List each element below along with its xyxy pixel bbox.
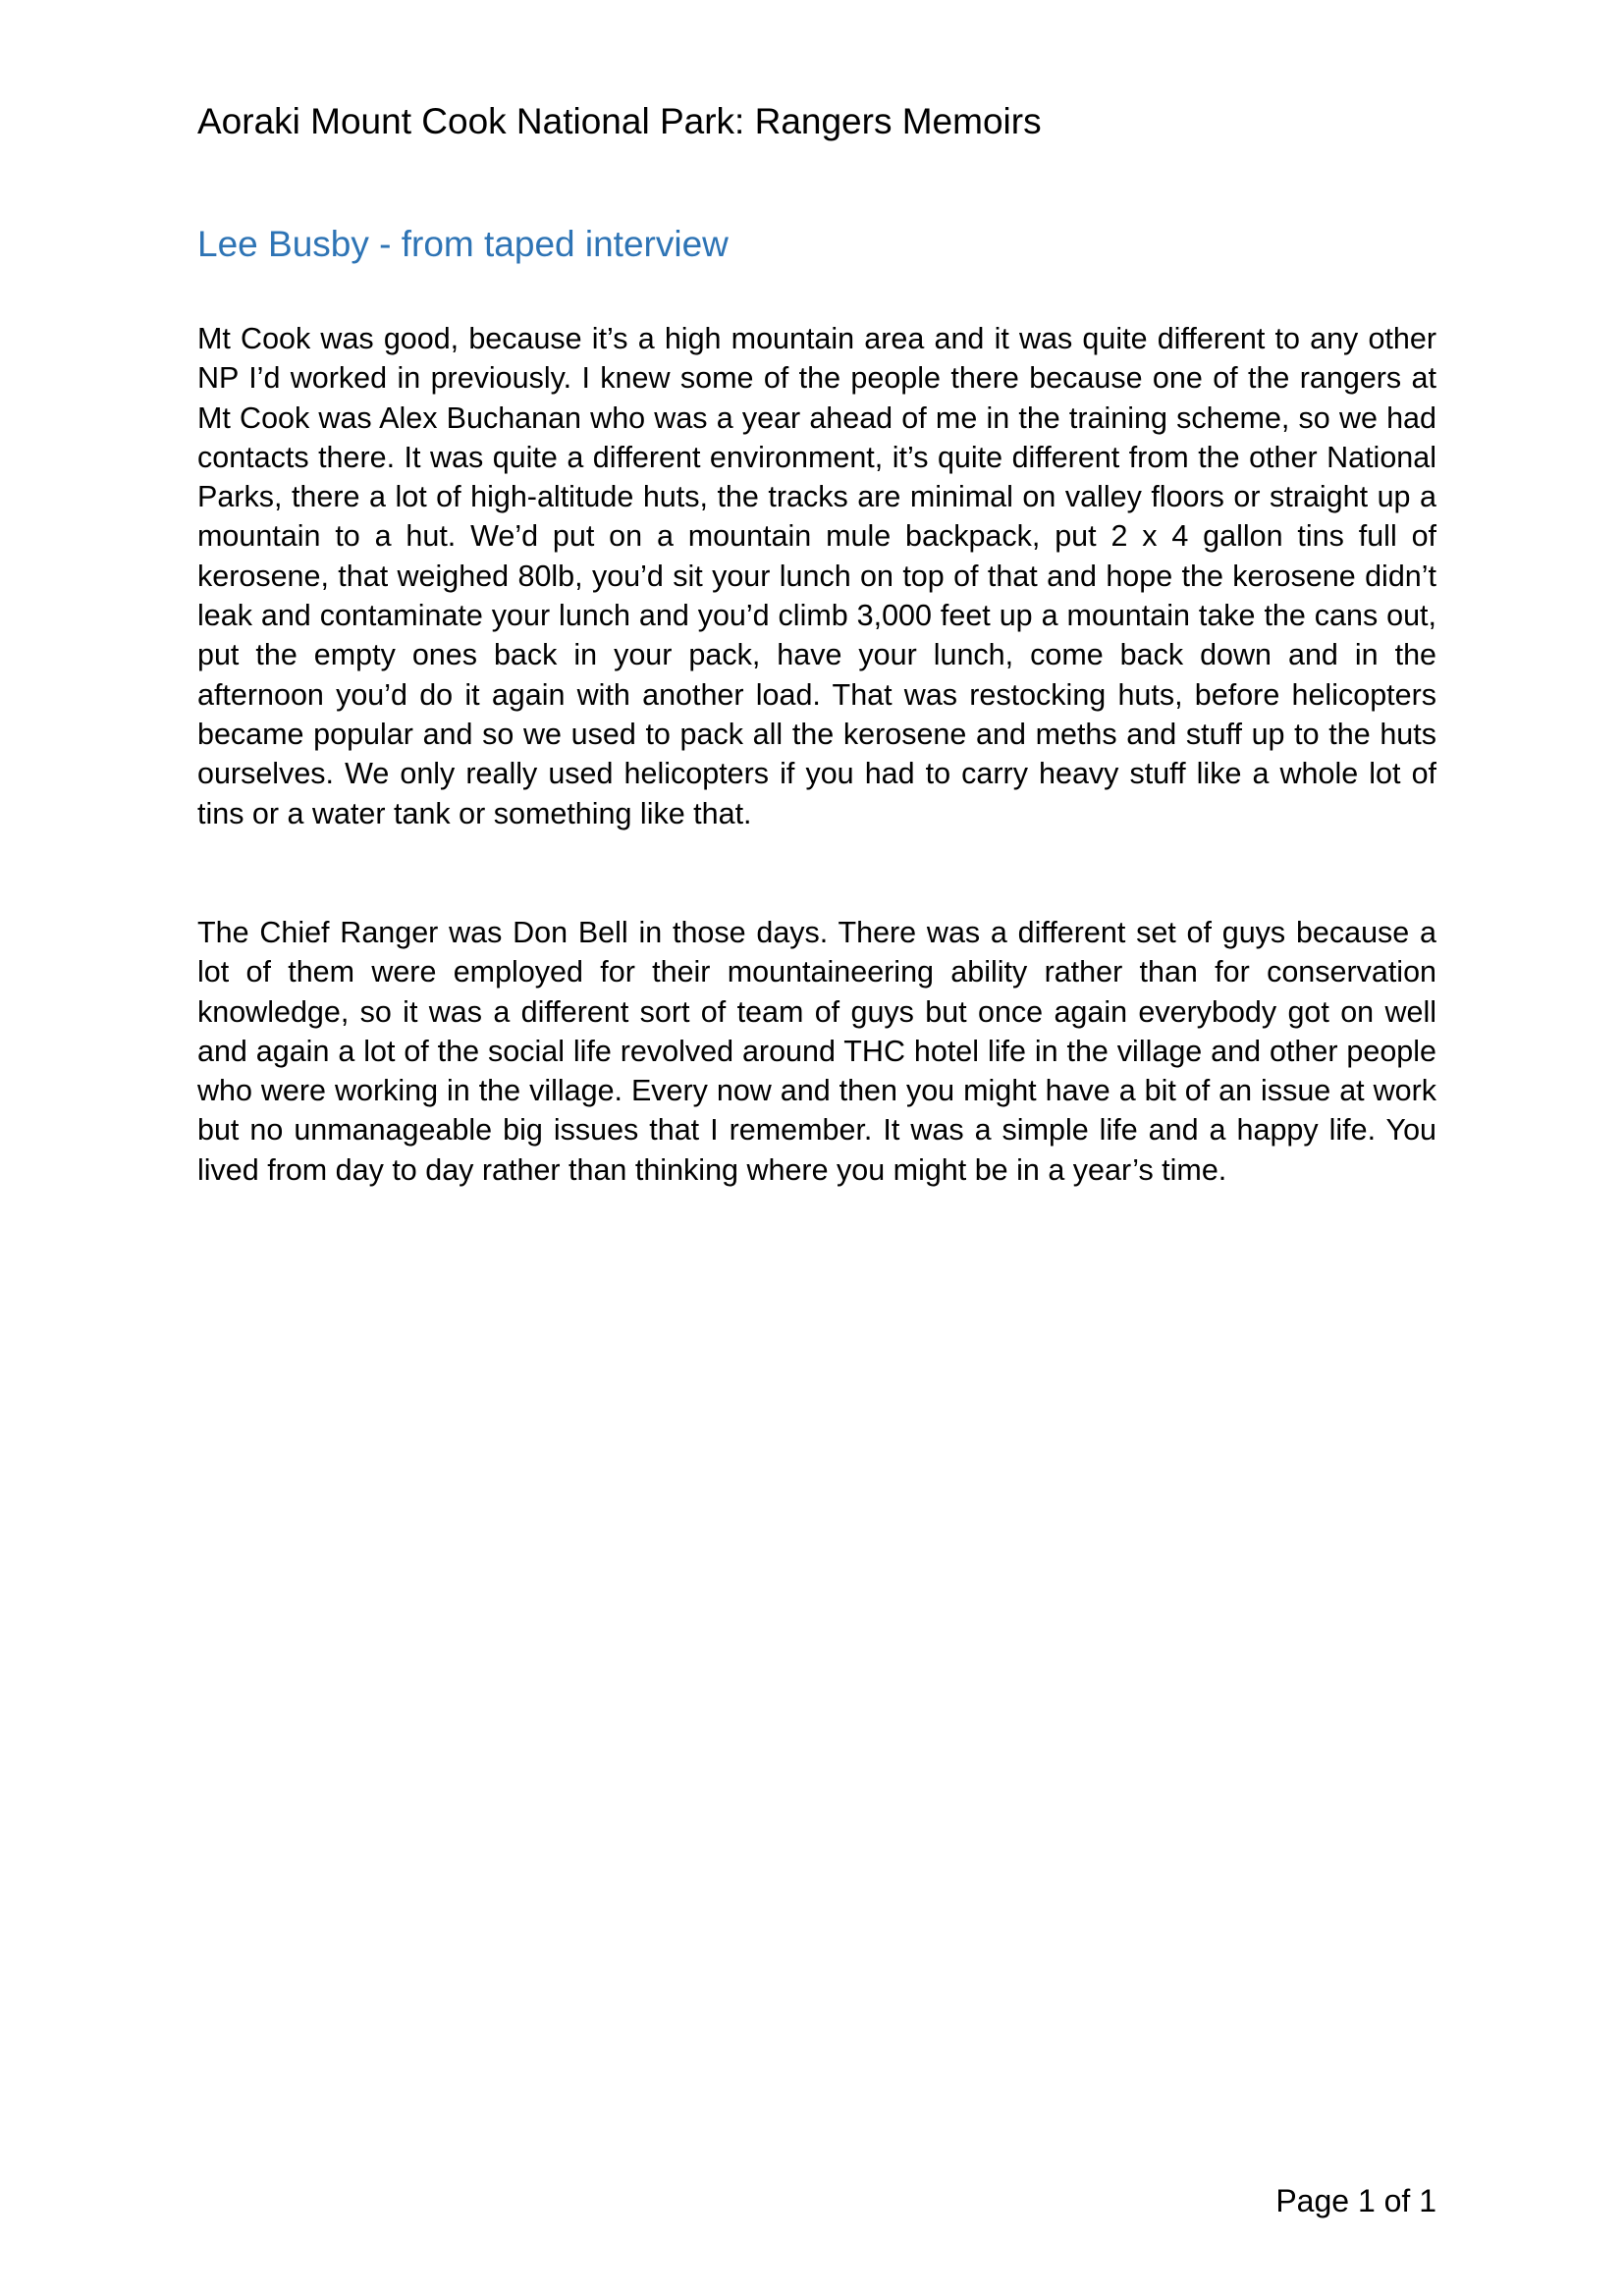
body-paragraph-1: Mt Cook was good, because it’s a high mountain area and it was quite different to any other NP I’d worked in previously. I knew some of the people there because one of the rangers at Mt Cook was Alex Buchanan who was a year ahead of me in the training scheme, so we had contacts there. It was quite a different environment, it’s quite different from the other National Parks, there a lot of high-altitude huts, the tracks are minimal on valley floors or straight up a mountain to a hut. We’d put on a mountain mule backpack, put 2 x 4 gallon tins full of kerosene, that weighed 80lb, you’d sit your lunch on top of that and hope the kerosene didn’t leak and contaminate your lunch and you’d climb 3,000 feet up a mountain take the cans out, put the empty ones back in your pack, have your lunch, come back down and in the afternoon you’d do it again with another load. That was restocking huts, before helicopters became popular and so we used to pack all the kerosene and meths and stuff up to the huts ourselves. We only really used helicopters if you had to carry heavy stuff like a whole lot of tins or a water tank or something like that. xyxy=(197,322,1436,830)
page-header-title: Aoraki Mount Cook National Park: Rangers Memoirs xyxy=(197,101,1042,141)
page-number: Page 1 of 1 xyxy=(1275,2183,1436,2218)
section-heading: Lee Busby - from taped interview xyxy=(197,224,729,264)
body-paragraph-2: The Chief Ranger was Don Bell in those days. There was a different set of guys because a lot of them were employed for their mountaineering ability rather than for conservation knowledge, so it was a different sort of team of guys but once again everybody got on well and again a lot of the social life revolved around THC hotel life in the village and other people who were working in the village. Every now and then you might have a bit of an issue at work but no unmanageable big issues that I remember. It was a simple life and a happy life. You lived from day to day rather than thinking where you might be in a year’s time. xyxy=(197,916,1436,1187)
